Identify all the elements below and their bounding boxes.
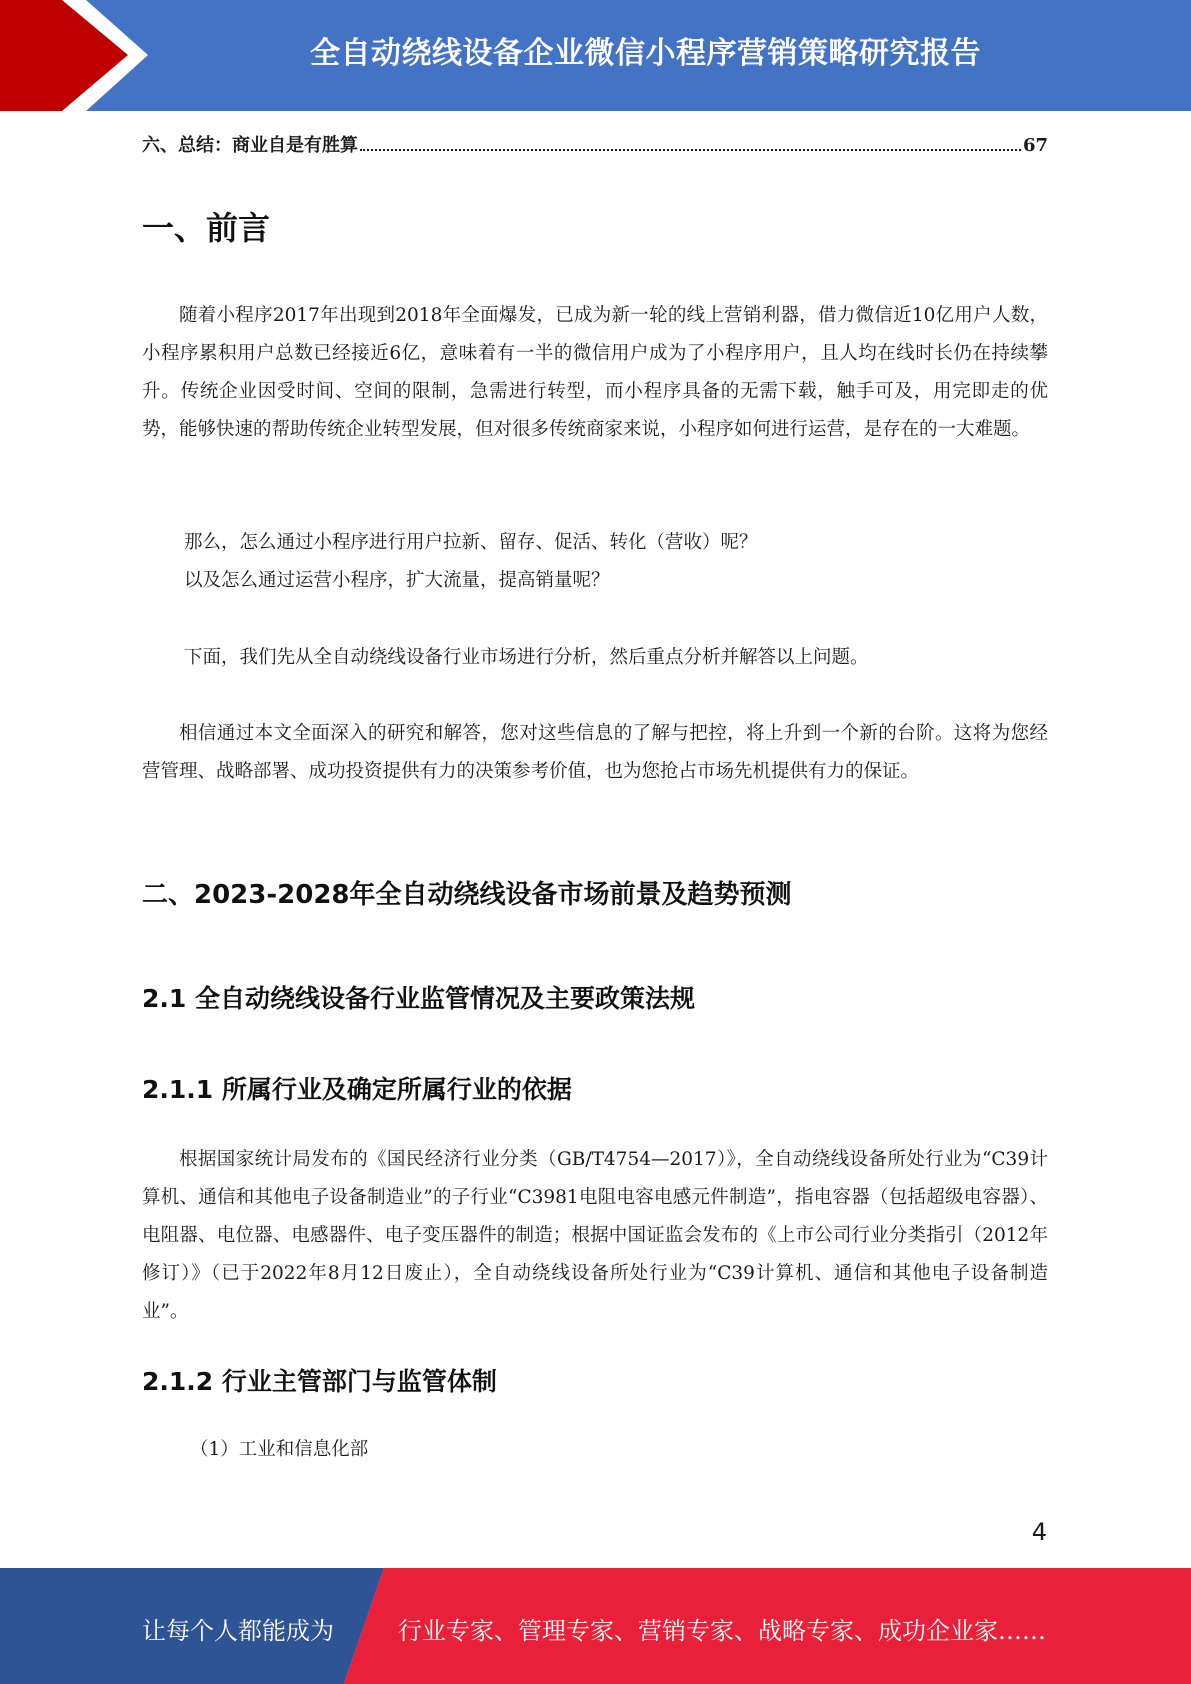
toc-dot-leader xyxy=(360,149,1021,151)
page-header xyxy=(0,0,1191,111)
report-title: 全自动绕线设备企业微信小程序营销策略研究报告 xyxy=(310,36,981,71)
toc-entry[interactable] xyxy=(142,131,1048,157)
paragraph-industry-classification: 根据国家统计局发布的《国民经济行业分类（GB/T4754—2017）》，全自动绕线设备所处行业为“C39计算机、通信和其他电子设备制造业”的子行业“C3981电阻电容电感元件制造”，指电容器（包括超级电容器）、电阻器、电位器、电感器件、电子变压器件的制造；根据中国证监会发布的《上市公司行业分类指引（2012年修订）》（已于2022年8月12日废止），全自动绕线设备所处行业为“C39计算机、通信和其他电子设备制造业”。 xyxy=(142,1149,1048,1322)
page-number: 4 xyxy=(1031,1518,1047,1546)
toc-entry-page: 67 xyxy=(1022,135,1048,156)
intro-conclusion: 相信通过本文全面深入的研究和解答，您对这些信息的了解与把控，将上升到一个新的台阶。这将为您经营管理、战略部署、成功投资提供有力的决策参考价值，也为您抢占市场先机提供有力的保证。 xyxy=(142,723,1048,782)
page-footer xyxy=(0,1568,1191,1684)
intro-question-2: 以及怎么通过运营小程序，扩大流量，提高销量呢？ xyxy=(184,570,610,591)
intro-paragraph: 随着小程序2017年出现到2018年全面爆发，已成为新一轮的线上营销利器，借力微信近10亿用户人数，小程序累积用户总数已经接近6亿，意味着有一半的微信用户成为了小程序用户，且人均在线时长仍在持续攀升。传统企业因受时间、空间的限制，急需进行转型，而小程序具备的无需下载，触手可及，用完即走的优势，能够快速的帮助传统企业转型发展，但对很多传统商家来说，小程序如何进行运营，是存在的一大难题。 xyxy=(142,305,1048,440)
heading-intro: 一、前言 xyxy=(142,209,271,247)
footer-slogan-left: 让每个人都能成为 xyxy=(142,1617,334,1645)
heading-2-1: 2.1 全自动绕线设备行业监管情况及主要政策法规 xyxy=(142,984,695,1013)
heading-2-1-2: 2.1.2 行业主管部门与监管体制 xyxy=(142,1367,497,1396)
heading-market-forecast: 二、2023-2028年全自动绕线设备市场前景及趋势预测 xyxy=(142,880,792,910)
toc-entry-label: 六、总结：商业自是有胜算 xyxy=(142,135,358,156)
footer-slogan-right: 行业专家、管理专家、营销专家、战略专家、成功企业家…… xyxy=(398,1617,1046,1645)
intro-question-1: 那么，怎么通过小程序进行用户拉新、留存、促活、转化（营收）呢？ xyxy=(184,532,758,553)
heading-2-1-1: 2.1.1 所属行业及确定所属行业的依据 xyxy=(142,1075,572,1104)
list-item-ministry: （1）工业和信息化部 xyxy=(190,1439,369,1460)
intro-next-step: 下面，我们先从全自动绕线设备行业市场进行分析，然后重点分析并解答以上问题。 xyxy=(184,647,869,668)
